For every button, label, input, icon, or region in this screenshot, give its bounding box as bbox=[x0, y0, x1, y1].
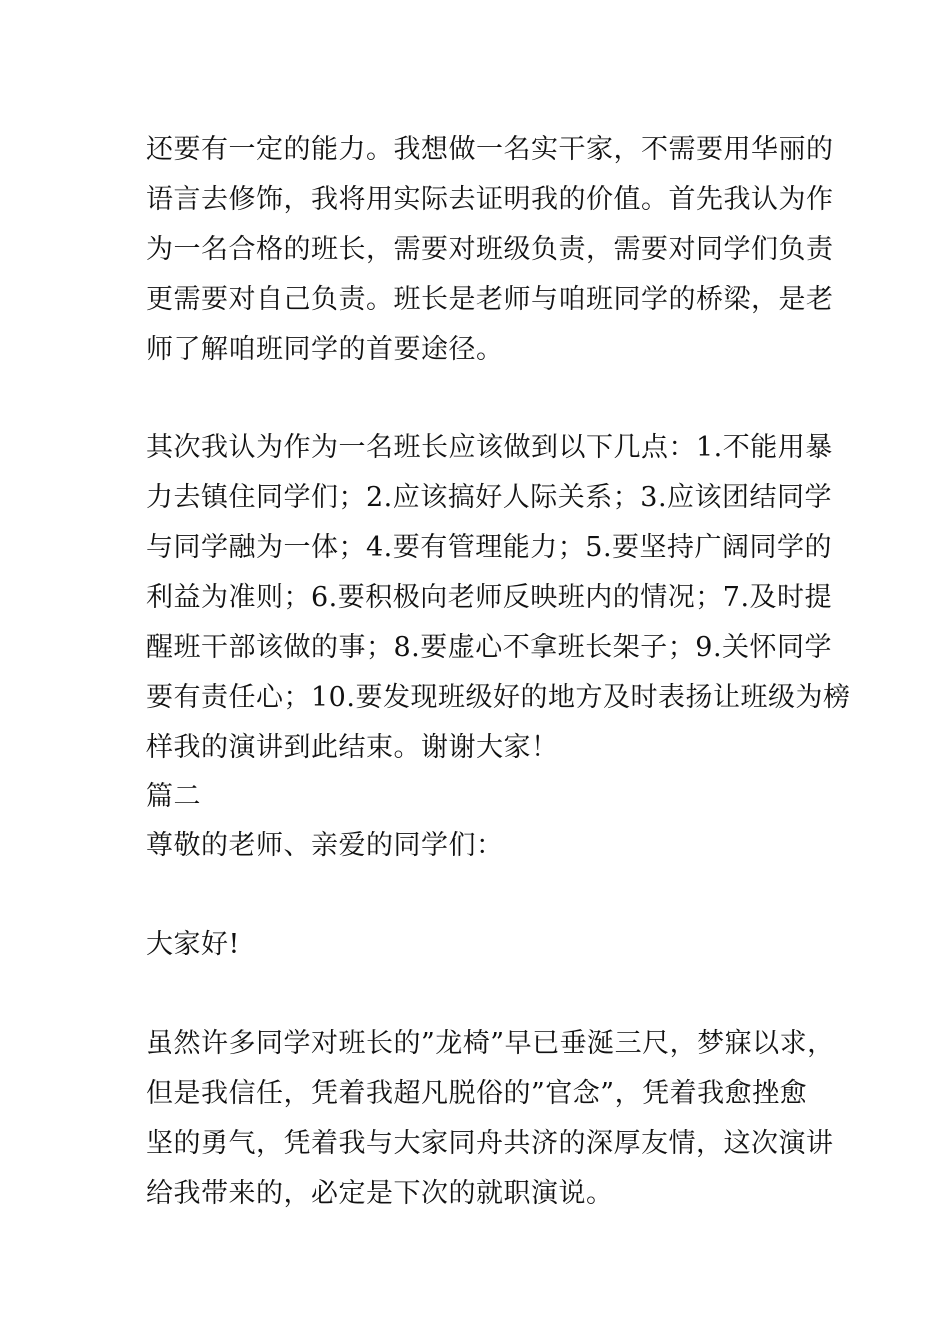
paragraph-line: 与同学融为一体；4.要有管理能力；5.要坚持广阔同学的 bbox=[146, 532, 833, 563]
paragraph-line: 其次我认为作为一名班长应该做到以下几点：1.不能用暴 bbox=[146, 432, 833, 463]
paragraph-line: 样我的演讲到此结束。谢谢大家！ bbox=[146, 732, 559, 763]
section-heading: 篇二 bbox=[146, 781, 201, 812]
greeting: 大家好! bbox=[146, 929, 240, 960]
paragraph-line: 利益为准则；6.要积极向老师反映班内的情况；7.及时提 bbox=[146, 582, 833, 613]
paragraph-line: 还要有一定的能力。我想做一名实干家，不需要用华丽的 bbox=[146, 134, 834, 165]
paragraph-line: 但是我信任，凭着我超凡脱俗的”官念”，凭着我愈挫愈 bbox=[146, 1078, 808, 1109]
paragraph-line: 给我带来的，必定是下次的就职演说。 bbox=[146, 1178, 614, 1209]
paragraph-line: 坚的勇气，凭着我与大家同舟共济的深厚友情，这次演讲 bbox=[146, 1128, 834, 1159]
paragraph-line: 醒班干部该做的事；8.要虚心不拿班长架子；9.关怀同学 bbox=[146, 632, 833, 663]
paragraph-line: 为一名合格的班长，需要对班级负责，需要对同学们负责 bbox=[146, 234, 834, 265]
salutation: 尊敬的老师、亲爱的同学们： bbox=[146, 830, 504, 861]
paragraph-line: 力去镇住同学们；2.应该搞好人际关系；3.应该团结同学 bbox=[146, 482, 833, 513]
paragraph-line: 更需要对自己负责。班长是老师与咱班同学的桥梁，是老 bbox=[146, 284, 834, 315]
paragraph-line: 师了解咱班同学的首要途径。 bbox=[146, 334, 504, 365]
paragraph-line: 语言去修饰，我将用实际去证明我的价值。首先我认为作 bbox=[146, 184, 834, 215]
paragraph-line: 虽然许多同学对班长的”龙椅”早已垂涎三尺，梦寐以求， bbox=[146, 1028, 835, 1059]
paragraph-line: 要有责任心；10.要发现班级好的地方及时表扬让班级为榜 bbox=[146, 682, 851, 713]
